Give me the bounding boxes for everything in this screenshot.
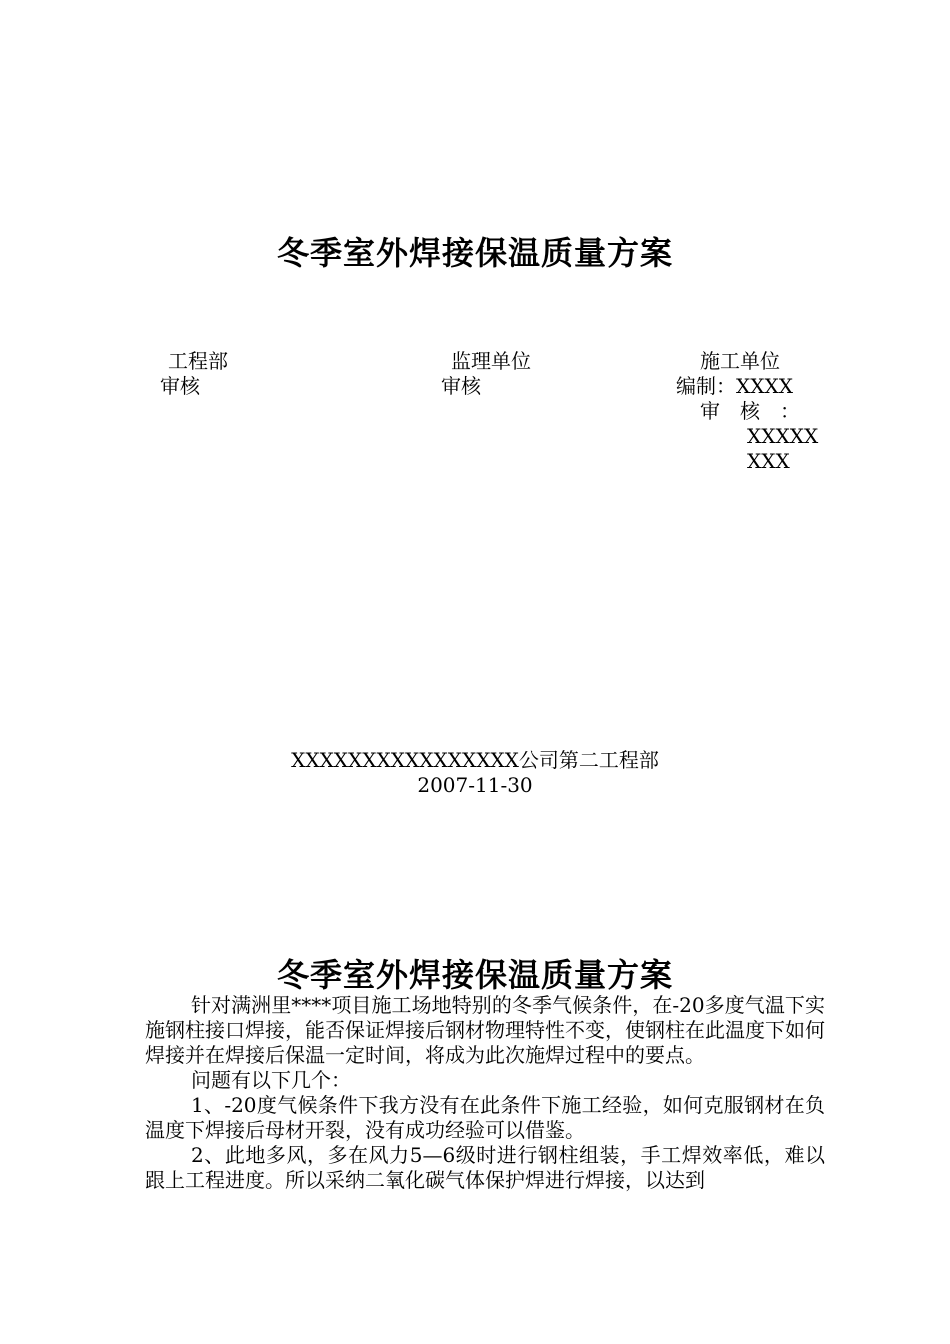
question-2-paragraph: 2、此地多风，多在风力5—6级时进行钢柱组装，手工焊效率低，难以跟上工程进度。所以采纳二氧化碳气体保护焊进行焊接，以达到 [145, 1143, 825, 1192]
question-1-paragraph: 1、-20度气候条件下我方没有在此条件下施工经验，如何克服钢材在负温度下焊接后母材开裂，没有成功经验可以借鉴。 [145, 1093, 825, 1142]
supervision-unit-heading: 监理单位 [451, 349, 531, 373]
construction-unit-heading: 施工单位 [700, 349, 780, 373]
body-title: 冬季室外焊接保温质量方案 [276, 956, 673, 994]
questions-heading: 问题有以下几个： [191, 1068, 351, 1092]
intro-paragraph: 针对满洲里****项目施工场地特别的冬季气候条件，在-20多度气温下实施钢柱接口焊接，能否保证焊接后钢材物理特性不变，使钢柱在此温度下如何焊接并在焊接后保温一定时间，将成为此次施焊过程中的要点。 [145, 993, 825, 1067]
engineering-dept-heading: 工程部 [168, 349, 228, 373]
construction-unit-review: 审 核 ： [700, 399, 800, 423]
supervision-unit-review: 审核 [441, 374, 481, 398]
engineering-dept-review: 审核 [160, 374, 200, 398]
company-name: XXXXXXXXXXXXXXXX公司第二工程部 [291, 748, 659, 772]
construction-unit-reviewer-line1: XXXXX [747, 424, 819, 448]
construction-unit-reviewer-line2: XXX [747, 449, 790, 473]
body-text [145, 993, 825, 1193]
cover-title: 冬季室外焊接保温质量方案 [276, 234, 673, 272]
document-date: 2007-11-30 [417, 773, 533, 797]
construction-unit-compile: 编制：XXXX [676, 374, 793, 398]
